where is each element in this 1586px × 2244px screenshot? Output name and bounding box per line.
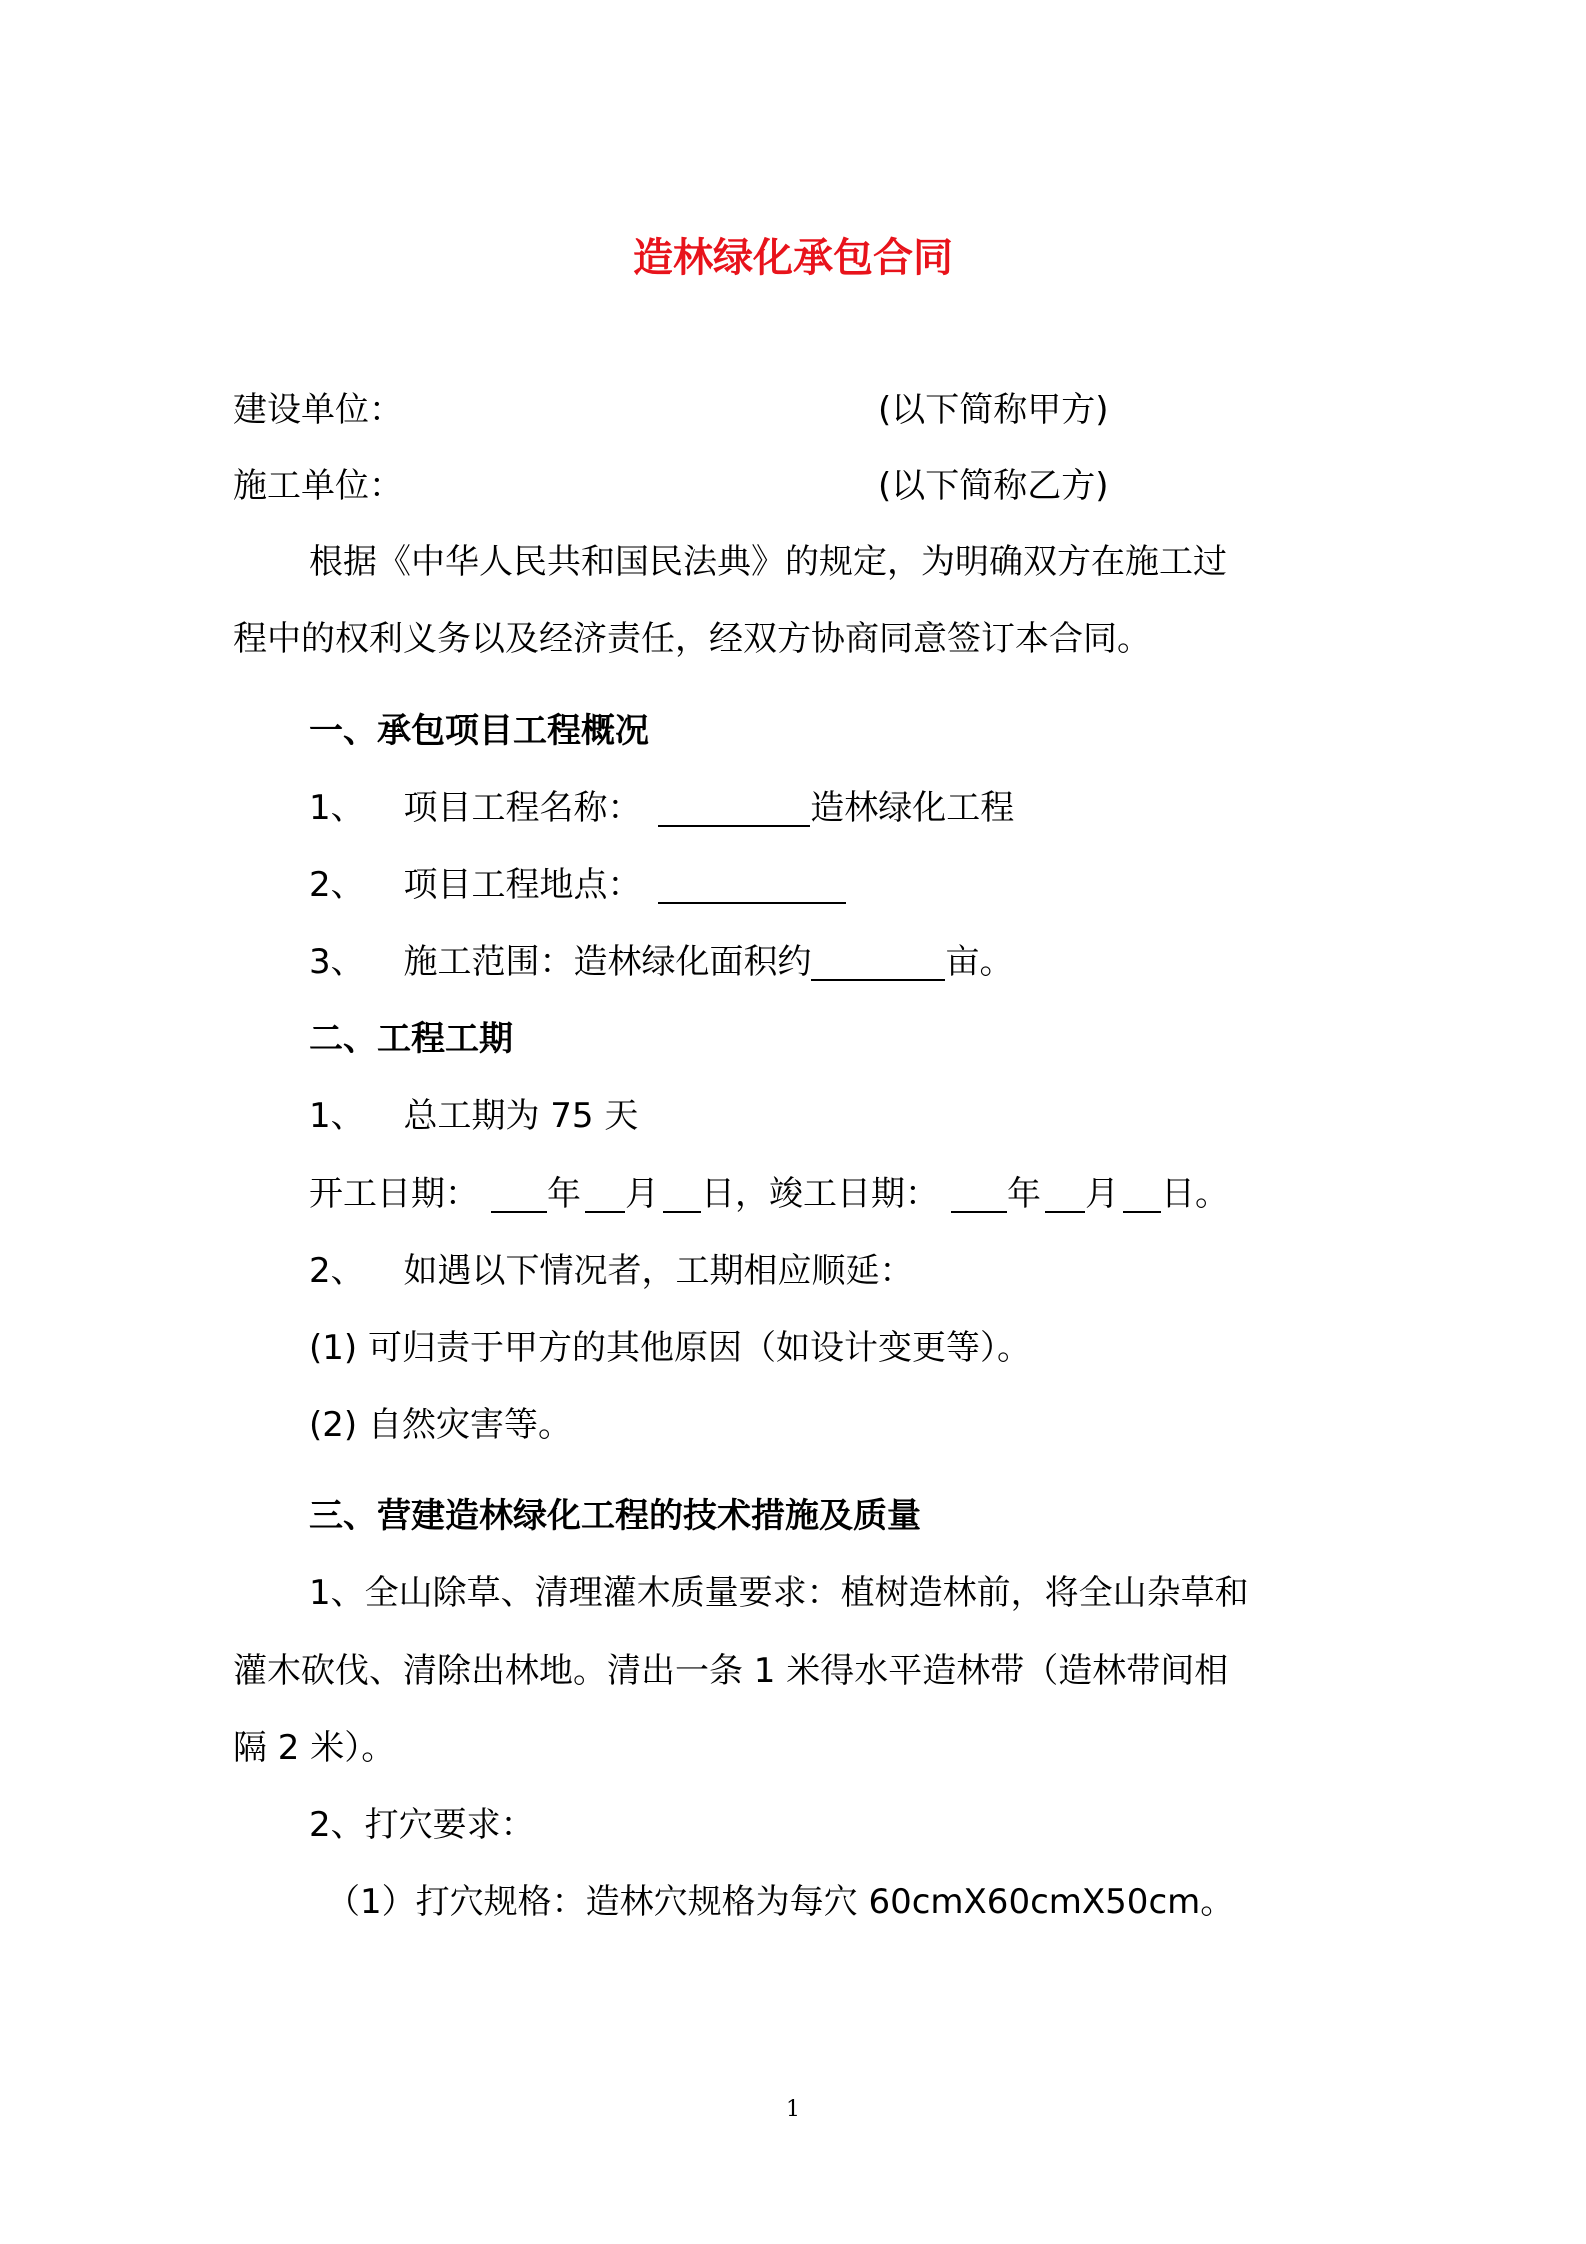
start-date-label: 开工日期： xyxy=(309,1174,479,1214)
start-month-blank xyxy=(585,1175,625,1213)
party-b-label: 施工单位： xyxy=(233,466,403,506)
item-number: 1、 xyxy=(309,788,365,828)
intro-line-2: 程中的权利义务以及经济责任，经双方协商同意签订本合同。 xyxy=(233,619,1151,659)
end-month-blank xyxy=(1045,1175,1085,1213)
section3-p1-line1: 1、全山除草、清理灌木质量要求：植树造林前，将全山杂草和 xyxy=(309,1573,1249,1613)
item-label: 施工范围：造林绿化面积约 xyxy=(403,942,812,982)
start-year-blank xyxy=(491,1175,547,1213)
item-label: 项目工程名称： xyxy=(403,788,642,828)
start-day-label: 日， xyxy=(701,1174,769,1214)
item-number: 3、 xyxy=(309,942,365,982)
end-month-label: 月 xyxy=(1085,1174,1119,1214)
item-number: 1、 xyxy=(309,1096,365,1136)
section3-heading: 三、营建造林绿化工程的技术措施及质量 xyxy=(309,1496,921,1536)
party-a-alias: (以下简称甲方) xyxy=(878,390,1109,430)
end-day-blank xyxy=(1123,1175,1161,1213)
delay-conditions-text: 如遇以下情况者，工期相应顺延： xyxy=(403,1251,914,1291)
party-a-row xyxy=(233,388,1383,432)
section1-item3 xyxy=(309,940,1013,984)
section3-p2-sub1: （1）打穴规格：造林穴规格为每穴 60cmX60cmX50cm。 xyxy=(326,1882,1235,1922)
section2-sub2: (2) 自然灾害等。 xyxy=(309,1405,572,1445)
end-year-blank xyxy=(951,1175,1007,1213)
start-year-label: 年 xyxy=(547,1174,581,1214)
section3-p2: 2、打穴要求： xyxy=(309,1805,535,1845)
total-period-text: 总工期为 75 天 xyxy=(403,1096,639,1136)
section2-heading: 二、工程工期 xyxy=(309,1019,513,1059)
dates-row xyxy=(309,1172,1229,1216)
section1-item1 xyxy=(309,786,1014,830)
section1-heading: 一、承包项目工程概况 xyxy=(309,711,649,751)
section2-sub1: (1) 可归责于甲方的其他原因（如设计变更等）。 xyxy=(309,1328,1031,1368)
section3-p1-line2: 灌木砍伐、清除出林地。清出一条 1 米得水平造林带（造林带间相 xyxy=(233,1651,1229,1691)
intro-line-1: 根据《中华人民共和国民法典》的规定，为明确双方在施工过 xyxy=(309,542,1227,582)
party-a-label: 建设单位： xyxy=(233,390,403,430)
end-date-label: 竣工日期： xyxy=(769,1174,939,1214)
party-b-alias: (以下简称乙方) xyxy=(878,466,1109,506)
section2-item1 xyxy=(309,1094,638,1138)
project-location-blank xyxy=(658,866,846,904)
page-number: 1 xyxy=(786,2097,800,2122)
section1-item2 xyxy=(309,863,846,907)
end-day-label: 日。 xyxy=(1161,1174,1229,1214)
party-b-row xyxy=(233,464,1383,508)
start-month-label: 月 xyxy=(625,1174,659,1214)
project-name-value: 造林绿化工程 xyxy=(810,788,1015,828)
section3-p1-line3: 隔 2 米）。 xyxy=(233,1728,396,1768)
item-label: 项目工程地点： xyxy=(403,865,642,905)
item-number: 2、 xyxy=(309,1251,365,1291)
start-day-blank xyxy=(663,1175,701,1213)
item-number: 2、 xyxy=(309,865,365,905)
area-blank xyxy=(811,943,945,981)
document-title: 造林绿化承包合同 xyxy=(633,235,953,281)
project-name-blank xyxy=(658,789,810,827)
end-year-label: 年 xyxy=(1007,1174,1041,1214)
area-unit: 亩。 xyxy=(945,942,1014,982)
section2-item2 xyxy=(309,1249,913,1293)
